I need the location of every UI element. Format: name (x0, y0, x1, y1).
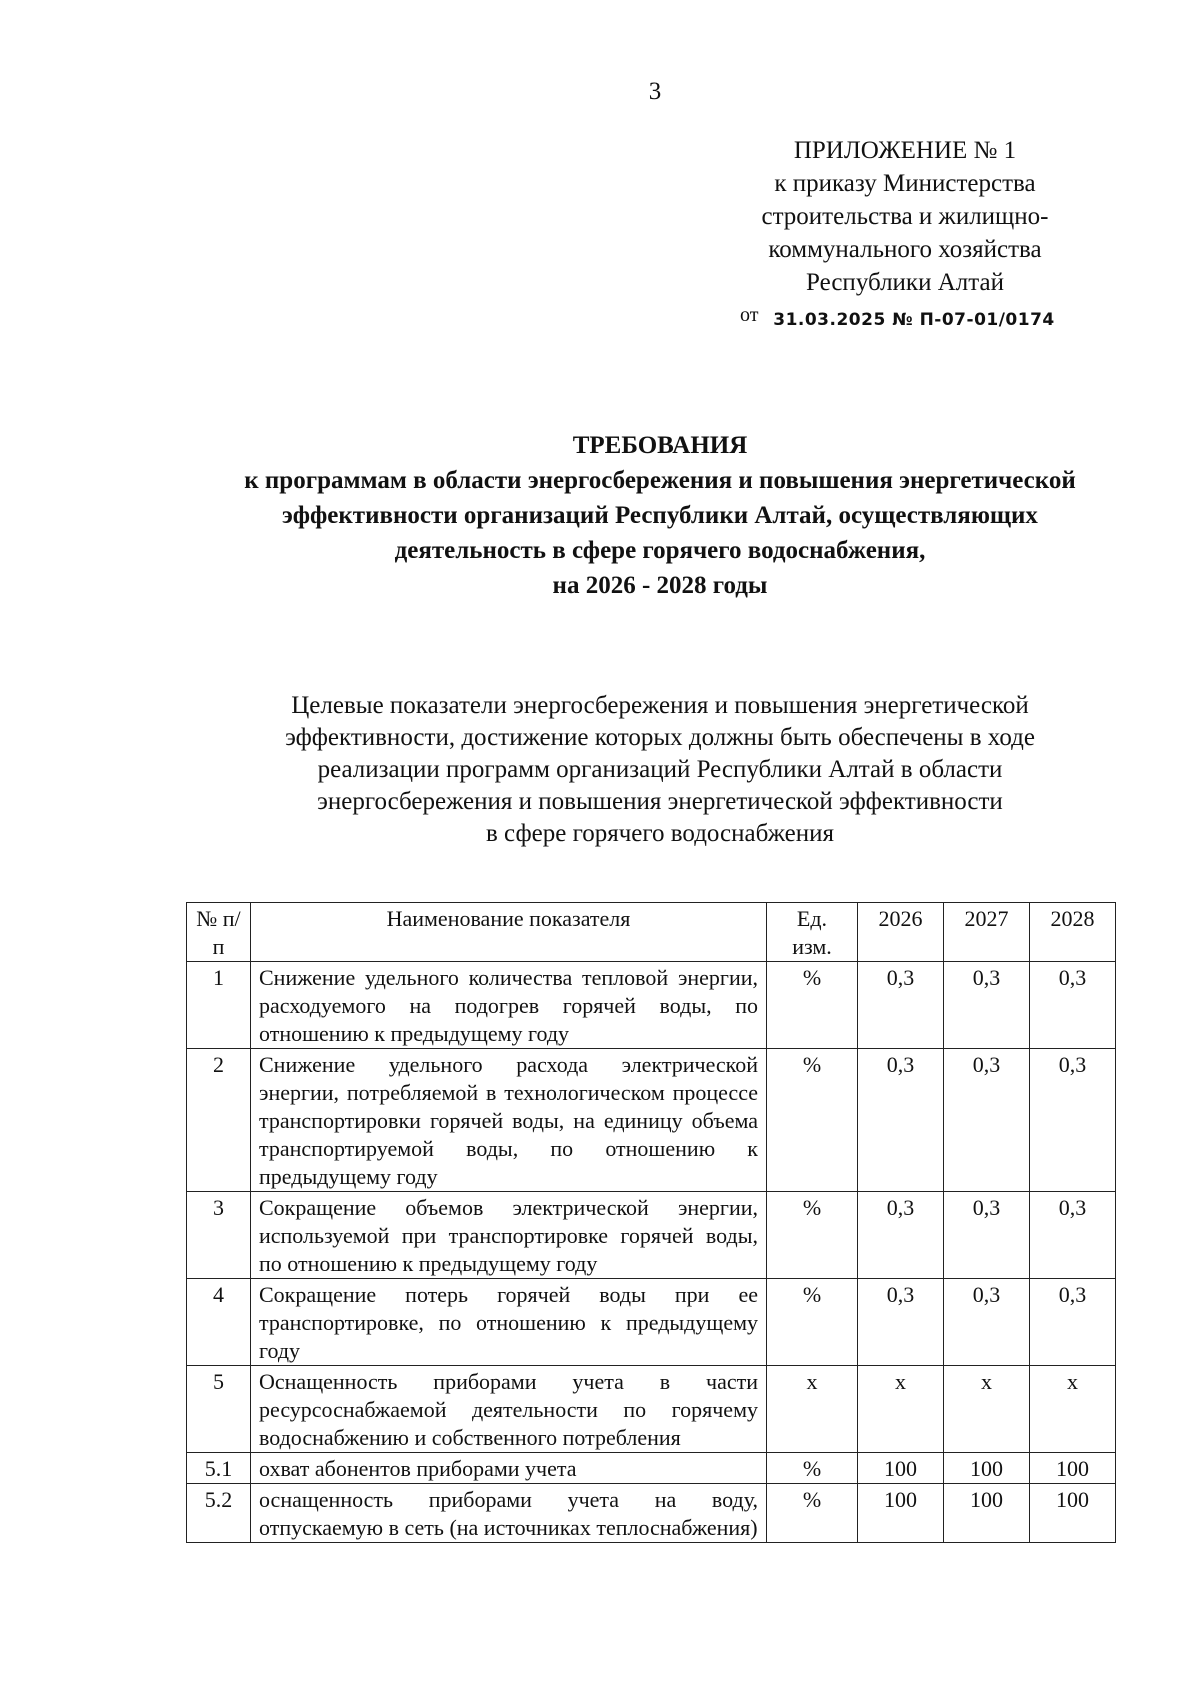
title-line: на 2026 - 2028 годы (552, 572, 768, 599)
cell-num: 3 (187, 1192, 251, 1279)
order-date-line (740, 303, 1070, 337)
cell-2026: 0,3 (858, 962, 944, 1049)
cell-name: Оснащенность приборами учета в части ресурсоснабжаемой деятельности по горячему водоснабжению и собственного потребления (251, 1366, 767, 1453)
cell-2026: 0,3 (858, 1049, 944, 1192)
cell-unit: % (767, 1279, 858, 1366)
cell-2027: 100 (944, 1484, 1030, 1543)
title-line: эффективности организаций Республики Алтай, осуществляющих (282, 502, 1038, 529)
cell-2028: 0,3 (1030, 1279, 1116, 1366)
caption-line: Целевые показатели энергосбережения и повышения энергетической (291, 692, 1029, 719)
page-number: 3 (648, 78, 662, 105)
cell-2028: 0,3 (1030, 1192, 1116, 1279)
caption-line: в сфере горячего водоснабжения (486, 820, 834, 847)
cell-unit: % (767, 1453, 858, 1484)
cell-unit: x (767, 1366, 858, 1453)
cell-name: оснащенность приборами учета на воду, отпускаемую в сеть (на источниках теплоснабжения) (251, 1484, 767, 1543)
header-name: Наименование показателя (251, 903, 767, 962)
appendix-line: Республики Алтай (806, 269, 1004, 296)
cell-num: 5.2 (187, 1484, 251, 1543)
appendix-line: коммунального хозяйства (768, 236, 1042, 263)
table-row (187, 1049, 1116, 1192)
cell-2028: 100 (1030, 1484, 1116, 1543)
order-date-number: 31.03.2025 № П-07-01/0174 (773, 310, 1055, 330)
cell-unit: % (767, 1484, 858, 1543)
cell-2028: 0,3 (1030, 962, 1116, 1049)
caption-line: реализации программ организаций Республики Алтай в области (317, 756, 1003, 783)
title-line: деятельность в сфере горячего водоснабжения, (394, 537, 926, 564)
table-row (187, 1366, 1116, 1453)
appendix-line: строительства и жилищно- (761, 203, 1049, 230)
caption-line: энергосбережения и повышения энергетической эффективности (317, 788, 1003, 815)
appendix-title: ПРИЛОЖЕНИЕ № 1 (793, 137, 1017, 164)
cell-2027: 0,3 (944, 1192, 1030, 1279)
table-row (187, 1192, 1116, 1279)
cell-2027: 100 (944, 1453, 1030, 1484)
cell-2027: 0,3 (944, 962, 1030, 1049)
indicators-table (186, 902, 1116, 1543)
cell-num: 2 (187, 1049, 251, 1192)
cell-2026: 100 (858, 1453, 944, 1484)
table-header-row (187, 903, 1116, 962)
document-title (150, 428, 1170, 603)
cell-num: 4 (187, 1279, 251, 1366)
cell-name: Снижение удельного количества тепловой энергии, расходуемого на подогрев горячей воды, по отношению к предыдущему году (251, 962, 767, 1049)
cell-2027: x (944, 1366, 1030, 1453)
cell-2027: 0,3 (944, 1279, 1030, 1366)
date-prefix: от (740, 304, 759, 326)
caption-line: эффективности, достижение которых должны быть обеспечены в ходе (285, 724, 1035, 751)
cell-num: 5.1 (187, 1453, 251, 1484)
title-line: к программам в области энергосбережения и повышения энергетической (244, 467, 1076, 494)
header-2027: 2027 (944, 903, 1030, 962)
table-row (187, 1484, 1116, 1543)
cell-name: Сокращение потерь горячей воды при ее транспортировке, по отношению к предыдущему году (251, 1279, 767, 1366)
appendix-line: к приказу Министерства (774, 170, 1036, 197)
cell-num: 1 (187, 962, 251, 1049)
cell-2028: 100 (1030, 1453, 1116, 1484)
table-row (187, 962, 1116, 1049)
appendix-block (740, 134, 1070, 337)
header-2026: 2026 (858, 903, 944, 962)
cell-name: Сокращение объемов электрической энергии, используемой при транспортировке горячей воды, по отношению к предыдущему году (251, 1192, 767, 1279)
cell-num: 5 (187, 1366, 251, 1453)
title-heading: ТРЕБОВАНИЯ (572, 432, 748, 459)
cell-2027: 0,3 (944, 1049, 1030, 1192)
cell-2026: x (858, 1366, 944, 1453)
header-unit: Ед. изм. (767, 903, 858, 962)
cell-2028: x (1030, 1366, 1116, 1453)
cell-2028: 0,3 (1030, 1049, 1116, 1192)
table-row (187, 1279, 1116, 1366)
cell-unit: % (767, 1192, 858, 1279)
table-row (187, 1453, 1116, 1484)
header-num: № п/п (187, 903, 251, 962)
table-caption (150, 690, 1170, 850)
cell-unit: % (767, 962, 858, 1049)
cell-unit: % (767, 1049, 858, 1192)
cell-name: Снижение удельного расхода электрической энергии, потребляемой в технологическом процессе транспортировки горячей воды, на единицу объема транспортируемой воды, по отношению к предыдущему году (251, 1049, 767, 1192)
cell-2026: 100 (858, 1484, 944, 1543)
cell-2026: 0,3 (858, 1192, 944, 1279)
cell-2026: 0,3 (858, 1279, 944, 1366)
cell-name: охват абонентов приборами учета (251, 1453, 767, 1484)
header-2028: 2028 (1030, 903, 1116, 962)
